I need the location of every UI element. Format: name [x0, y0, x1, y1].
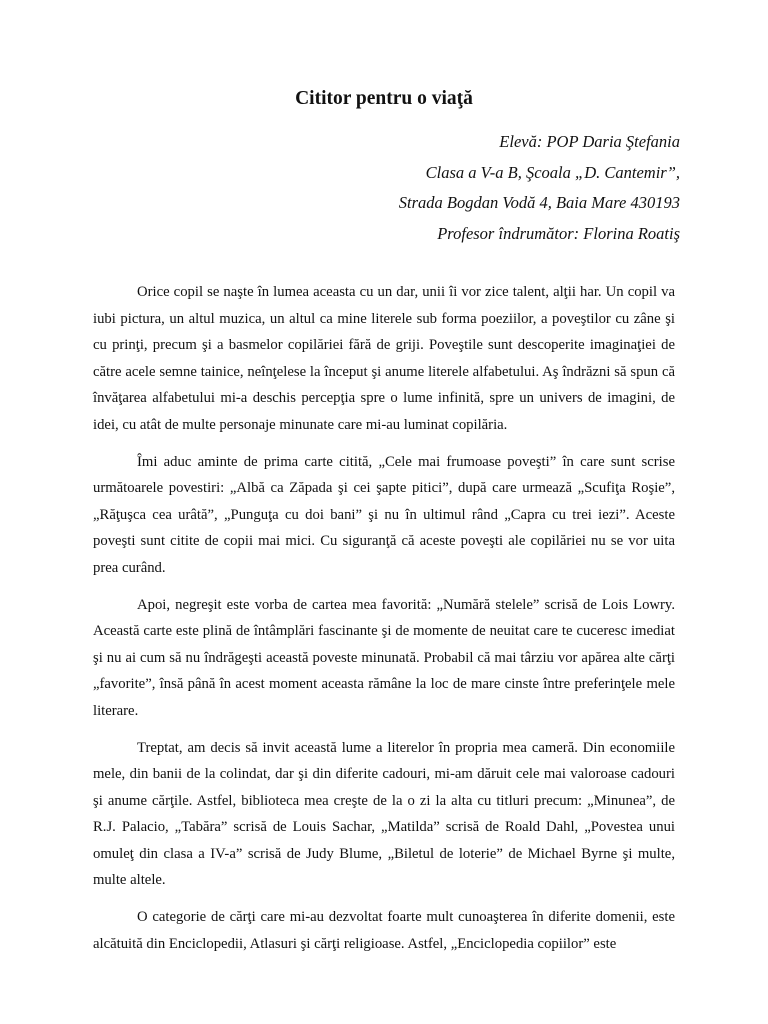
- document-body: [93, 279, 675, 967]
- author-block: [399, 127, 680, 249]
- paragraph-2: Îmi aduc aminte de prima carte citită, „Cele mai frumoase poveşti” în care sunt scrise următoarele povestiri: „Albă ca Zăpada şi cei şapte pitici”, după care urmează „Scufiţa Roşie”, „Răţuşca cea urâtă”, „Punguţa cu doi bani” şi nu în ultimul rând „Capra cu trei iezi”. Aceste poveşti sunt citite de copii mai mici. Cu siguranţă că aceste poveşti ale copilăriei nu se vor uita prea curând.: [93, 453, 675, 576]
- author-student: Elevă: POP Daria Ştefania: [499, 132, 680, 151]
- paragraph-1: Orice copil se naşte în lumea aceasta cu un dar, unii îi vor zice talent, alţii har. Un copil va iubi pictura, un altul muzica, un altul ca mine literele sub forma poeziilor, a poveştilor cu zâne şi cu prinţi, precum şi a basmelor copilăriei fără de griji. Poveştile sunt descoperite imaginaţiei de către acele semne tainice, neînţelese la început şi anume literele alfabetului. Aş îndrăzni să spun că învăţarea alfabetului mi-a deschis percepţia spre o lume infinită, spre un univers de imagini, de idei, cu atât de multe personaje minunate care mi-au luminat copilăria.: [93, 284, 675, 433]
- author-address: Strada Bogdan Vodă 4, Baia Mare 430193: [398, 193, 680, 212]
- paragraph-4: Treptat, am decis să invit această lume a literelor în propria mea cameră. Din economiile mele, din banii de la colindat, dar şi din diferite cadouri, mi-am dăruit cele mai valoroase cadouri şi anume cărţile. Astfel, biblioteca mea creşte de la o zi la alta cu titluri precum: „Minunea”, de R.J. Palacio, „Tabăra” scrisă de Louis Sachar, „Matilda” scrisă de Roald Dahl, „Povestea unui omuleţ din clasa a IV-a” scrisă de Judy Blume, „Biletul de loterie” de Michael Byrne şi multe, multe altele.: [93, 739, 675, 889]
- paragraph-5: O categorie de cărţi care mi-au dezvoltat foarte mult cunoaşterea în diferite domenii, este alcătuită din Enciclopedii, Atlasuri şi cărţi religioase. Astfel, „Enciclopedia copiilor” este: [93, 909, 675, 952]
- author-class-school: Clasa a V-a B, Şcoala „D. Cantemir”,: [425, 162, 680, 182]
- document-title: Cititor pentru o viaţă: [295, 88, 473, 109]
- paragraph-3: Apoi, negreşit este vorba de cartea mea favorită: „Numără stelele” scrisă de Lois Lowry. Această carte este plină de întâmplări fascinante şi de momente de neuitat care te cuceresc imediat şi nu ai cum să nu îndrăgeşti această poveste minunată. Probabil că mai târziu vor apărea alte cărţi „favorite”, însă până în acest moment aceasta rămâne la loc de mare cinste între preferinţele mele literare.: [93, 596, 675, 719]
- author-teacher: Profesor îndrumător: Florina Roatiş: [437, 223, 680, 243]
